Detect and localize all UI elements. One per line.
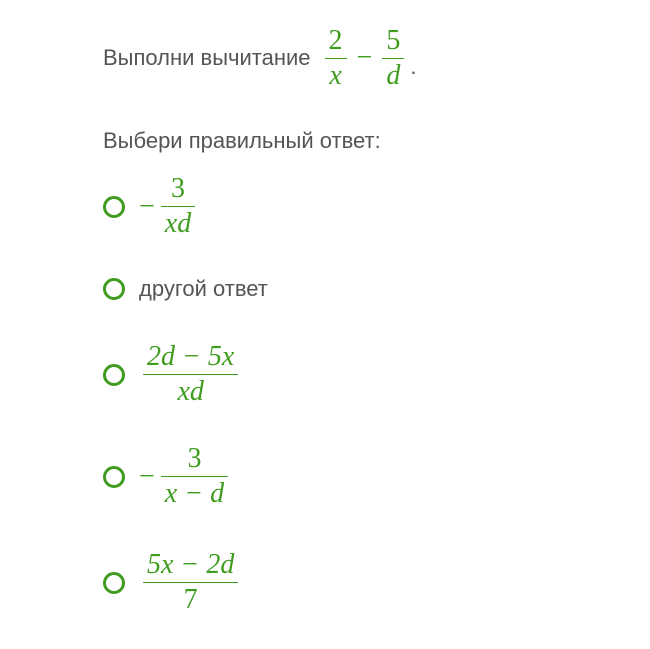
- answer-option-3[interactable]: [103, 340, 242, 409]
- task-period: .: [410, 54, 417, 79]
- option-fraction: [161, 442, 228, 511]
- task-fraction-1: [325, 24, 347, 93]
- option-denominator: x − d: [161, 476, 228, 511]
- option-numerator: 2d − 5x: [147, 341, 235, 372]
- option-denominator: xd: [161, 206, 195, 241]
- option-text: другой ответ: [139, 276, 268, 301]
- radio-button[interactable]: [103, 196, 125, 218]
- radio-button[interactable]: [103, 278, 125, 300]
- option-sign: −: [139, 190, 155, 222]
- radio-button[interactable]: [103, 466, 125, 488]
- radio-button[interactable]: [103, 572, 125, 594]
- task-fraction-1-denominator: x: [325, 58, 347, 93]
- option-numerator: 5x − 2d: [147, 549, 235, 580]
- task-text: Выполни вычитание: [103, 45, 311, 70]
- task-statement: [103, 22, 416, 94]
- task-operator: −: [356, 42, 373, 73]
- option-numerator: 3: [187, 443, 202, 474]
- task-fraction-1-numerator: 2: [328, 24, 343, 56]
- option-fraction: [161, 172, 195, 241]
- answer-option-1[interactable]: [103, 172, 199, 241]
- answer-option-2[interactable]: [103, 276, 268, 302]
- answer-option-5[interactable]: [103, 548, 242, 617]
- option-numerator: 3: [171, 173, 186, 204]
- option-sign: −: [139, 460, 155, 492]
- option-denominator: xd: [143, 374, 238, 409]
- task-fraction-2: [382, 24, 404, 93]
- option-fraction: [143, 340, 238, 409]
- task-fraction-2-numerator: 5: [386, 24, 401, 56]
- answer-prompt: Выбери правильный ответ:: [103, 128, 381, 153]
- option-fraction: [143, 548, 238, 617]
- task-fraction-2-denominator: d: [382, 58, 404, 93]
- radio-button[interactable]: [103, 364, 125, 386]
- answer-option-4[interactable]: [103, 442, 232, 511]
- option-denominator: 7: [143, 582, 238, 617]
